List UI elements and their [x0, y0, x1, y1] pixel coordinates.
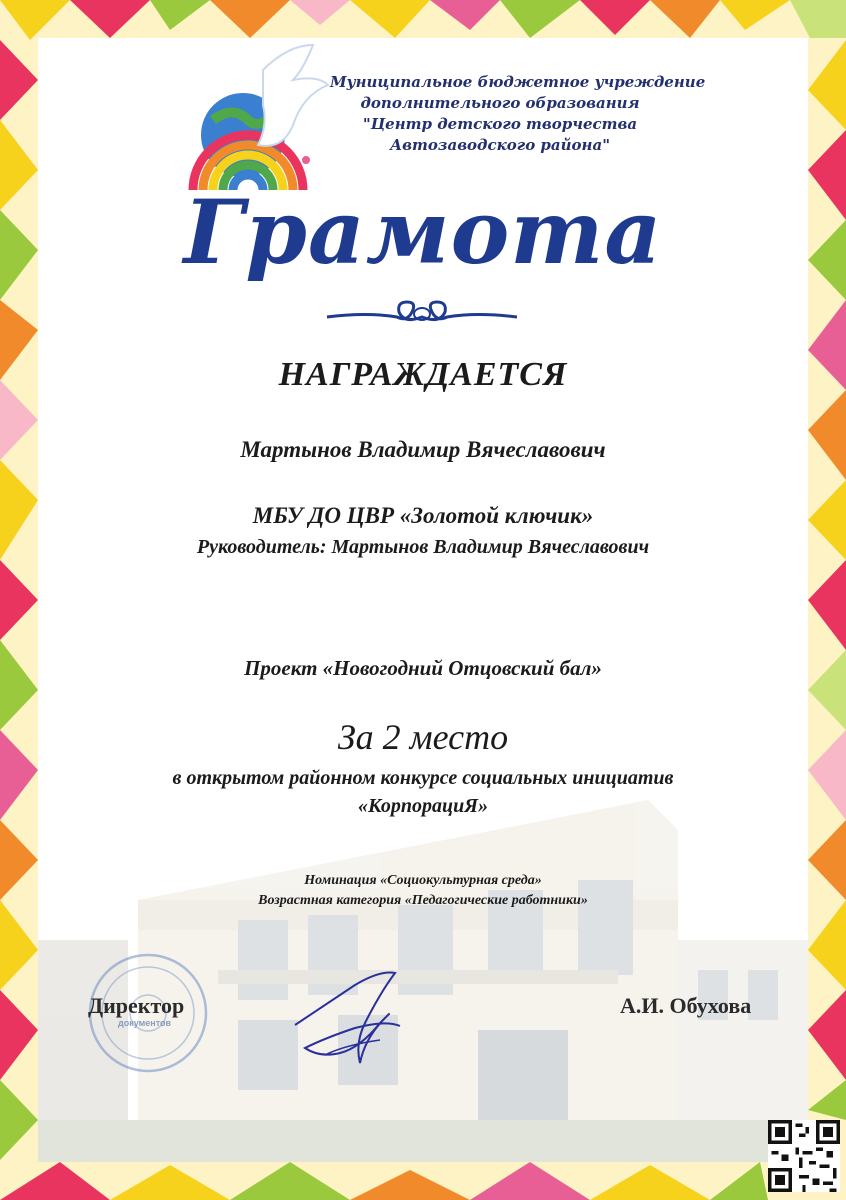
organization-header — [330, 72, 706, 156]
recipient-organization: МБУ ДО ЦВР «Золотой ключик» — [252, 503, 594, 528]
handwritten-signature — [285, 965, 415, 1080]
organization-line-1: Муниципальное бюджетное учреждение — [330, 73, 706, 91]
qr-code[interactable] — [768, 1120, 840, 1192]
director-label: Директор — [88, 993, 185, 1018]
contest-line-1: в открытом районном конкурсе социальных инициатив — [172, 767, 674, 789]
organization-line-3: "Центр детского творчества — [362, 115, 638, 133]
director-name: А.И. Обухова — [620, 993, 752, 1018]
scroll-ornament — [322, 292, 522, 332]
certificate-title: Грамота — [183, 180, 663, 284]
nomination-line: Номинация «Социокультурная среда» — [304, 873, 542, 888]
recipient-name: Мартынов Владимир Вячеславович — [240, 437, 606, 462]
awarded-heading: НАГРАЖДАЕТСЯ — [278, 356, 568, 393]
project-line: Проект «Новогодний Отцовский бал» — [244, 656, 602, 680]
leader-line: Руководитель: Мартынов Владимир Вячеславович — [196, 536, 650, 558]
organization-line-4: Автозаводского района" — [389, 136, 611, 154]
dove-globe-rainbow-logo — [188, 40, 333, 195]
age-category-line: Возрастная категория «Педагогические работники» — [258, 893, 588, 908]
stamp-text: документов — [118, 1018, 172, 1028]
contest-line-2: «КорпорациЯ» — [358, 795, 488, 817]
place-heading: За 2 место — [337, 717, 509, 757]
organization-line-2: дополнительного образования — [360, 94, 640, 112]
